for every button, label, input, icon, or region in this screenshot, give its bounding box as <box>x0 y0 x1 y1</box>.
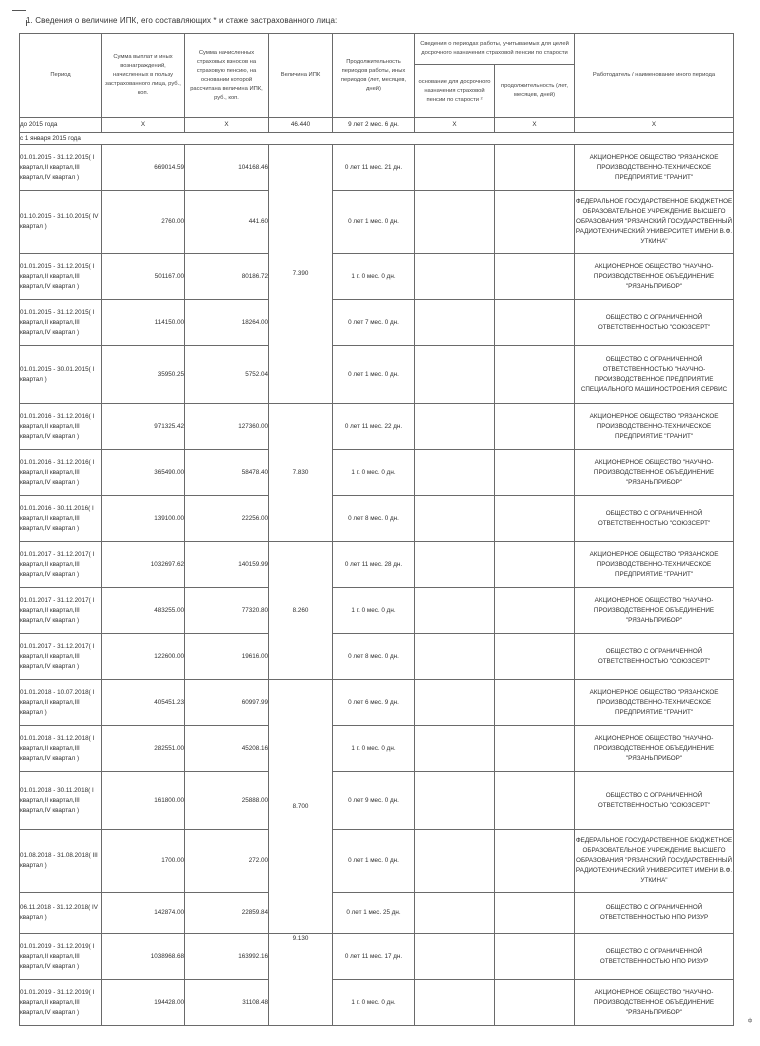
row-employer: ОБЩЕСТВО С ОГРАНИЧЕННОЙ ОТВЕТСТВЕННОСТЬЮ "СОЮЗСЕРТ" <box>575 496 734 542</box>
ipk-2019: 9.130 <box>269 934 333 1026</box>
row-early-duration <box>495 588 575 634</box>
row-sum-contributions: 127360.00 <box>185 404 269 450</box>
table-row <box>20 191 734 254</box>
row-sum-contributions: 22859.84 <box>185 893 269 934</box>
row-early-basis <box>415 254 495 300</box>
row-employer: АКЦИОНЕРНОЕ ОБЩЕСТВО "НАУЧНО-ПРОИЗВОДСТВЕННОЕ ОБЪЕДИНЕНИЕ "РЯЗАНЬПРИБОР" <box>575 980 734 1026</box>
row-duration: 1 г. 0 мес. 0 дн. <box>333 254 415 300</box>
row-early-duration <box>495 980 575 1026</box>
row-period: 01.01.2019 - 31.12.2019( I квартал,II квартал,III квартал,IV квартал ) <box>20 980 102 1026</box>
row-sum-payments: 282551.00 <box>102 726 185 772</box>
row-sum-contributions: 104168.46 <box>185 145 269 191</box>
row-employer: ФЕДЕРАЛЬНОЕ ГОСУДАРСТВЕННОЕ БЮДЖЕТНОЕ ОБРАЗОВАТЕЛЬНОЕ УЧРЕЖДЕНИЕ ВЫСШЕГО ОБРАЗОВАНИЯ "РЯЗАНСКИЙ ГОСУДАРСТВЕННЫЙ РАДИОТЕХНИЧЕСКИЙ УНИВЕРСИТЕТ ИМЕНИ В.Ф. УТКИНА" <box>575 830 734 893</box>
row-sum-payments: 501167.00 <box>102 254 185 300</box>
table-row <box>20 726 734 772</box>
total-employer: Х <box>575 118 734 133</box>
row-sum-contributions: 58478.40 <box>185 450 269 496</box>
header-sum-contributions: Сумма начисленных страховых взносов на страховую пенсию, на основании которой рассчитана величина ИПК, руб., коп. <box>185 34 269 118</box>
row-duration: 0 лет 1 мес. 0 дн. <box>333 830 415 893</box>
section-title: 1. Сведения о величине ИПК, его составляющих * и стаже застрахованного лица: <box>26 16 338 25</box>
row-period: 01.01.2017 - 31.12.2017( I квартал,II квартал,III квартал,IV квартал ) <box>20 634 102 680</box>
row-period: 01.01.2016 - 31.12.2016( I квартал,II квартал,III квартал,IV квартал ) <box>20 404 102 450</box>
table-row <box>20 772 734 830</box>
row-sum-payments: 971325.42 <box>102 404 185 450</box>
table-row <box>20 680 734 726</box>
row-early-duration <box>495 496 575 542</box>
table-row <box>20 542 734 588</box>
row-period: 01.01.2015 - 31.12.2015( I квартал,II квартал,III квартал,IV квартал ) <box>20 254 102 300</box>
row-period: 01.01.2018 - 10.07.2018( I квартал,II квартал,III квартал ) <box>20 680 102 726</box>
row-sum-payments: 161800.00 <box>102 772 185 830</box>
table-row <box>20 496 734 542</box>
table-row <box>20 634 734 680</box>
header-period: Период <box>20 34 102 118</box>
row-sum-contributions: 140159.99 <box>185 542 269 588</box>
row-early-duration <box>495 830 575 893</box>
row-duration: 1 г. 0 мес. 0 дн. <box>333 450 415 496</box>
row-sum-payments: 139100.00 <box>102 496 185 542</box>
row-duration: 1 г. 0 мес. 0 дн. <box>333 588 415 634</box>
row-period: 01.01.2015 - 31.12.2015( I квартал,II квартал,III квартал,IV квартал ) <box>20 145 102 191</box>
row-sum-payments: 1038968.68 <box>102 934 185 980</box>
row-early-basis <box>415 145 495 191</box>
header-row <box>20 34 734 65</box>
row-period: 01.08.2018 - 31.08.2018( III квартал ) <box>20 830 102 893</box>
row-early-duration <box>495 254 575 300</box>
row-early-basis <box>415 496 495 542</box>
row-duration: 0 лет 8 мес. 0 дн. <box>333 634 415 680</box>
header-sum-payments: Сумма выплат и иных вознаграждений, начисленных в пользу застрахованного лица, руб., коп. <box>102 34 185 118</box>
row-early-basis <box>415 680 495 726</box>
row-period: 01.01.2015 - 30.01.2015( I квартал ) <box>20 346 102 404</box>
row-early-duration <box>495 542 575 588</box>
row-early-duration <box>495 680 575 726</box>
ipk-2016: 7.830 <box>269 404 333 542</box>
total-sum-contributions: Х <box>185 118 269 133</box>
row-early-duration <box>495 450 575 496</box>
row-sum-payments: 365490.00 <box>102 450 185 496</box>
table-row <box>20 145 734 191</box>
row-sum-contributions: 272.00 <box>185 830 269 893</box>
row-early-duration <box>495 934 575 980</box>
row-duration: 0 лет 7 мес. 0 дн. <box>333 300 415 346</box>
total-early-basis: Х <box>415 118 495 133</box>
row-employer: ОБЩЕСТВО С ОГРАНИЧЕННОЙ ОТВЕТСТВЕННОСТЬЮ НПО РИЗУР <box>575 934 734 980</box>
table-row <box>20 346 734 404</box>
row-employer: АКЦИОНЕРНОЕ ОБЩЕСТВО "РЯЗАНСКОЕ ПРОИЗВОДСТВЕННО-ТЕХНИЧЕСКОЕ ПРЕДПРИЯТИЕ "ГРАНИТ" <box>575 542 734 588</box>
row-sum-payments: 483255.00 <box>102 588 185 634</box>
ipk-2015: 7.390 <box>269 145 333 404</box>
row-period: 01.01.2015 - 31.12.2015( I квартал,II квартал,III квартал,IV квартал ) <box>20 300 102 346</box>
row-employer: АКЦИОНЕРНОЕ ОБЩЕСТВО "НАУЧНО-ПРОИЗВОДСТВЕННОЕ ОБЪЕДИНЕНИЕ "РЯЗАНЬПРИБОР" <box>575 588 734 634</box>
row-period: 06.11.2018 - 31.12.2018( IV квартал ) <box>20 893 102 934</box>
row-early-duration <box>495 726 575 772</box>
row-early-basis <box>415 300 495 346</box>
row-duration: 0 лет 11 мес. 22 дн. <box>333 404 415 450</box>
row-employer: ФЕДЕРАЛЬНОЕ ГОСУДАРСТВЕННОЕ БЮДЖЕТНОЕ ОБРАЗОВАТЕЛЬНОЕ УЧРЕЖДЕНИЕ ВЫСШЕГО ОБРАЗОВАНИЯ "РЯЗАНСКИЙ ГОСУДАРСТВЕННЫЙ РАДИОТЕХНИЧЕСКИЙ УНИВЕРСИТЕТ ИМЕНИ В.Ф. УТКИНА" <box>575 191 734 254</box>
row-early-duration <box>495 634 575 680</box>
row-sum-contributions: 80186.72 <box>185 254 269 300</box>
row-sum-contributions: 45208.16 <box>185 726 269 772</box>
row-period: 01.01.2018 - 30.11.2018( I квартал,II квартал,III квартал,IV квартал ) <box>20 772 102 830</box>
row-sum-payments: 1700.00 <box>102 830 185 893</box>
row-duration: 0 лет 11 мес. 28 дн. <box>333 542 415 588</box>
row-period: 01.01.2017 - 31.12.2017( I квартал,II квартал,III квартал,IV квартал ) <box>20 588 102 634</box>
row-employer: АКЦИОНЕРНОЕ ОБЩЕСТВО "НАУЧНО-ПРОИЗВОДСТВЕННОЕ ОБЪЕДИНЕНИЕ "РЯЗАНЬПРИБОР" <box>575 450 734 496</box>
row-early-duration <box>495 145 575 191</box>
row-duration: 0 лет 8 мес. 0 дн. <box>333 496 415 542</box>
row-early-basis <box>415 542 495 588</box>
header-early-duration: продолжительность (лет, месяцев, дней) <box>495 65 575 118</box>
row-early-basis <box>415 980 495 1026</box>
row-period: 01.01.2018 - 31.12.2018( I квартал,II квартал,III квартал,IV квартал ) <box>20 726 102 772</box>
row-employer: АКЦИОНЕРНОЕ ОБЩЕСТВО "РЯЗАНСКОЕ ПРОИЗВОДСТВЕННО-ТЕХНИЧЕСКОЕ ПРЕДПРИЯТИЕ "ГРАНИТ" <box>575 680 734 726</box>
row-duration: 0 лет 11 мес. 17 дн. <box>333 934 415 980</box>
row-sum-contributions: 60997.99 <box>185 680 269 726</box>
row-duration: 1 г. 0 мес. 0 дн. <box>333 726 415 772</box>
row-duration: 0 лет 6 мес. 9 дн. <box>333 680 415 726</box>
row-early-basis <box>415 934 495 980</box>
section-label: с 1 января 2015 года <box>20 133 734 145</box>
scan-corner-mark <box>12 10 26 11</box>
total-early-duration: Х <box>495 118 575 133</box>
table-row <box>20 893 734 934</box>
row-duration: 0 лет 1 мес. 0 дн. <box>333 191 415 254</box>
table-row <box>20 254 734 300</box>
row-early-basis <box>415 726 495 772</box>
row-sum-payments: 122600.00 <box>102 634 185 680</box>
total-ipk: 46.440 <box>269 118 333 133</box>
row-employer: ОБЩЕСТВО С ОГРАНИЧЕННОЙ ОТВЕТСТВЕННОСТЬЮ "НАУЧНО-ПРОИЗВОДСТВЕННОЕ ПРЕДПРИЯТИЕ СПЕЦИАЛЬНОГО МАШИНОСТРОЕНИЯ СЕРВИС <box>575 346 734 404</box>
row-employer: ОБЩЕСТВО С ОГРАНИЧЕННОЙ ОТВЕТСТВЕННОСТЬЮ НПО РИЗУР <box>575 893 734 934</box>
total-sum-payments: Х <box>102 118 185 133</box>
row-sum-contributions: 163992.16 <box>185 934 269 980</box>
row-early-basis <box>415 191 495 254</box>
table-row <box>20 934 734 980</box>
row-early-basis <box>415 404 495 450</box>
table-row <box>20 300 734 346</box>
row-early-duration <box>495 300 575 346</box>
row-duration: 0 лет 1 мес. 0 дн. <box>333 346 415 404</box>
row-sum-payments: 1032697.62 <box>102 542 185 588</box>
row-early-basis <box>415 772 495 830</box>
row-sum-contributions: 18264.00 <box>185 300 269 346</box>
table-row <box>20 830 734 893</box>
row-sum-contributions: 31108.48 <box>185 980 269 1026</box>
row-early-basis <box>415 450 495 496</box>
header-ipk: Величина ИПК <box>269 34 333 118</box>
row-sum-contributions: 19616.00 <box>185 634 269 680</box>
row-employer: АКЦИОНЕРНОЕ ОБЩЕСТВО "НАУЧНО-ПРОИЗВОДСТВЕННОЕ ОБЪЕДИНЕНИЕ "РЯЗАНЬПРИБОР" <box>575 726 734 772</box>
row-sum-contributions: 5752.04 <box>185 346 269 404</box>
ipk-table <box>19 33 734 1026</box>
table-row <box>20 588 734 634</box>
row-sum-contributions: 25888.00 <box>185 772 269 830</box>
total-duration: 9 лет 2 мес. 6 дн. <box>333 118 415 133</box>
row-employer: ОБЩЕСТВО С ОГРАНИЧЕННОЙ ОТВЕТСТВЕННОСТЬЮ "СОЮЗСЕРТ" <box>575 772 734 830</box>
row-employer: АКЦИОНЕРНОЕ ОБЩЕСТВО "НАУЧНО-ПРОИЗВОДСТВЕННОЕ ОБЪЕДИНЕНИЕ "РЯЗАНЬПРИБОР" <box>575 254 734 300</box>
table-row <box>20 450 734 496</box>
row-employer: АКЦИОНЕРНОЕ ОБЩЕСТВО "РЯЗАНСКОЕ ПРОИЗВОДСТВЕННО-ТЕХНИЧЕСКОЕ ПРЕДПРИЯТИЕ "ГРАНИТ" <box>575 404 734 450</box>
row-sum-contributions: 77320.80 <box>185 588 269 634</box>
row-sum-contributions: 22256.00 <box>185 496 269 542</box>
row-early-basis <box>415 346 495 404</box>
row-early-duration <box>495 191 575 254</box>
table-row <box>20 980 734 1026</box>
row-period: 01.01.2016 - 30.11.2016( I квартал,II квартал,III квартал,IV квартал ) <box>20 496 102 542</box>
total-row-before-2015 <box>20 118 734 133</box>
row-sum-payments: 2760.00 <box>102 191 185 254</box>
header-early-pension-group: Сведения о периодах работы, учитываемых для целей досрочного назначения страховой пенсии по старости <box>415 34 575 65</box>
row-duration: 0 лет 11 мес. 21 дн. <box>333 145 415 191</box>
row-early-basis <box>415 588 495 634</box>
header-early-basis: основание для досрочного назначения страховой пенсии по старости ² <box>415 65 495 118</box>
row-sum-payments: 405451.23 <box>102 680 185 726</box>
row-early-basis <box>415 893 495 934</box>
row-period: 01.01.2017 - 31.12.2017( I квартал,II квартал,III квартал,IV квартал ) <box>20 542 102 588</box>
row-early-basis <box>415 634 495 680</box>
row-period: 01.01.2016 - 31.12.2016( I квартал,II квартал,III квартал,IV квартал ) <box>20 450 102 496</box>
row-duration: 1 г. 0 мес. 0 дн. <box>333 980 415 1026</box>
row-employer: АКЦИОНЕРНОЕ ОБЩЕСТВО "РЯЗАНСКОЕ ПРОИЗВОДСТВЕННО-ТЕХНИЧЕСКОЕ ПРЕДПРИЯТИЕ "ГРАНИТ" <box>575 145 734 191</box>
header-duration: Продолжительность периодов работы, иных периодов (лет, месяцев, дней) <box>333 34 415 118</box>
table-row <box>20 404 734 450</box>
row-duration: 0 лет 1 мес. 25 дн. <box>333 893 415 934</box>
row-early-duration <box>495 893 575 934</box>
row-early-duration <box>495 346 575 404</box>
row-period: 01.01.2019 - 31.12.2019( I квартал,II квартал,III квартал,IV квартал ) <box>20 934 102 980</box>
row-duration: 0 лет 9 мес. 0 дн. <box>333 772 415 830</box>
row-sum-payments: 669014.59 <box>102 145 185 191</box>
row-sum-payments: 142874.00 <box>102 893 185 934</box>
row-sum-payments: 35950.25 <box>102 346 185 404</box>
scan-mark: ф <box>748 1018 753 1024</box>
row-employer: ОБЩЕСТВО С ОГРАНИЧЕННОЙ ОТВЕТСТВЕННОСТЬЮ "СОЮЗСЕРТ" <box>575 300 734 346</box>
section-row <box>20 133 734 145</box>
row-sum-payments: 194428.00 <box>102 980 185 1026</box>
row-early-duration <box>495 404 575 450</box>
row-early-basis <box>415 830 495 893</box>
row-period: 01.10.2015 - 31.10.2015( IV квартал ) <box>20 191 102 254</box>
row-sum-contributions: 441.60 <box>185 191 269 254</box>
ipk-2018: 8.700 <box>269 680 333 934</box>
total-period: до 2015 года <box>20 118 102 133</box>
ipk-2017: 8.260 <box>269 542 333 680</box>
header-employer: Работодатель / наименование иного периода <box>575 34 734 118</box>
row-early-duration <box>495 772 575 830</box>
row-employer: ОБЩЕСТВО С ОГРАНИЧЕННОЙ ОТВЕТСТВЕННОСТЬЮ "СОЮЗСЕРТ" <box>575 634 734 680</box>
row-sum-payments: 114150.00 <box>102 300 185 346</box>
